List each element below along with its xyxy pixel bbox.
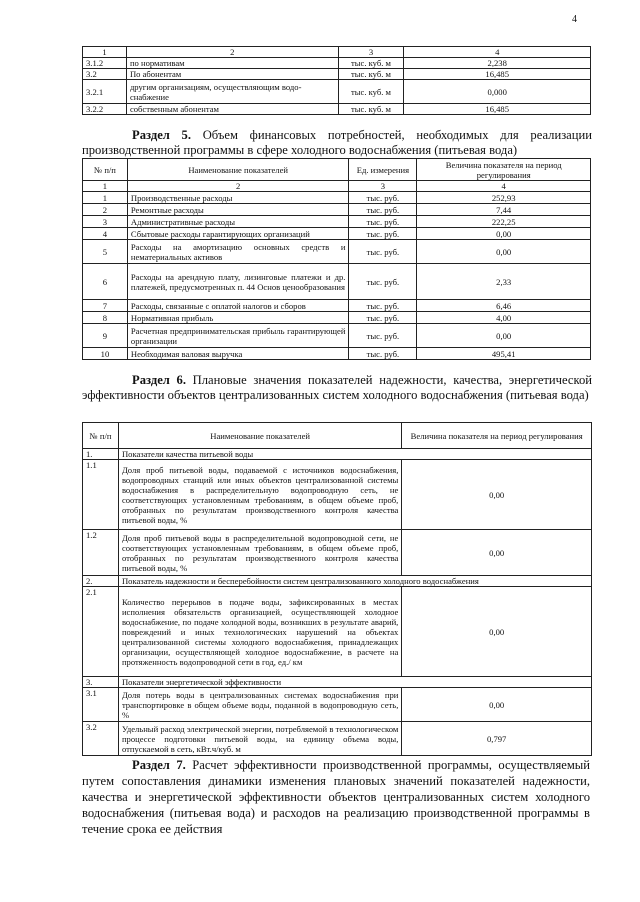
row-unit: тыс. руб.: [349, 192, 417, 204]
section5-heading: [82, 128, 592, 158]
row-name: Необходимая валовая выручка: [127, 348, 349, 360]
row-name: Ремонтные расходы: [127, 204, 349, 216]
indicators-table: [82, 422, 592, 756]
row-num: 3: [83, 216, 128, 228]
row-value: 0,00: [402, 460, 592, 530]
row-num: 5: [83, 240, 128, 264]
col-number-cell: 1: [83, 181, 128, 192]
table-row: [83, 722, 592, 756]
row-name: Количество перерывов в подаче воды, зафиксированных в местах исполнения обязательств организацией, осуществляющей холодное водоснабжение, по подаче холодной воды, возникших в результате аварий, повреждений и иных технологических нарушений на объектах централизованной системы холодного водоснабжения, принадлежащих организации, осуществляющей холодное водоснабжение, в расчете на протяженность водопроводной сети в год, ед./ км: [118, 587, 401, 677]
row-value: 2,238: [404, 58, 591, 69]
financial-needs-table: [82, 158, 591, 360]
row-num: 3.1.2: [83, 58, 127, 69]
row-value: 0,00: [402, 530, 592, 576]
section7-label: Раздел 7.: [132, 758, 186, 772]
header-name: Наименование показателей: [127, 159, 349, 181]
row-name: Расходы на амортизацию основных средств и нематериальных активов: [127, 240, 349, 264]
table-row: [83, 104, 591, 115]
row-name: собственным абонентам: [126, 104, 338, 115]
row-value: 16,485: [404, 69, 591, 80]
row-num: 7: [83, 300, 128, 312]
row-unit: тыс. куб. м: [338, 58, 404, 69]
row-unit: тыс. руб.: [349, 240, 417, 264]
header-num: № п/п: [83, 159, 128, 181]
section6-title: Плановые значения показателей надежности, качества, энергетической эффективности объектов централизованных систем холодного водоснабжения (питьевая вода): [82, 373, 592, 402]
row-num: 1.: [83, 449, 119, 460]
table-header-row: [83, 423, 592, 449]
row-num: 1.2: [83, 530, 119, 576]
row-num: 3.1: [83, 688, 119, 722]
row-name: Производственные расходы: [127, 192, 349, 204]
row-unit: тыс. руб.: [349, 324, 417, 348]
table-row: [83, 587, 592, 677]
col-number-cell: 4: [404, 47, 591, 58]
row-name: Показатели энергетической эффективности: [118, 677, 591, 688]
col-number-cell: 1: [83, 47, 127, 58]
row-value: 495,41: [417, 348, 591, 360]
header-value: Величина показателя на период регулирования: [402, 423, 592, 449]
row-unit: тыс. куб. м: [338, 80, 404, 104]
row-num: 8: [83, 312, 128, 324]
row-name: Доля проб питьевой воды в распределительной водопроводной сети, не соответствующих установленным требованиям, в общем объеме проб, отобранных по результатам производственного контроля качества питьевой воды, %: [118, 530, 401, 576]
row-num: 1: [83, 192, 128, 204]
row-name: Доля проб питьевой воды, подаваемой с источников водоснабжения, водопроводных станций или иных объектов централизованной системы водоснабжения в распределительную водопроводную сеть, не соответствующих установленным требованиям, в общем объеме проб, отобранных по результатам производственного контроля качества питьевой воды, %: [118, 460, 401, 530]
row-value: 0,00: [417, 228, 591, 240]
table-row: [83, 228, 591, 240]
row-name: по нормативам: [126, 58, 338, 69]
table-header-row: [83, 159, 591, 181]
row-unit: тыс. руб.: [349, 312, 417, 324]
row-num: 6: [83, 264, 128, 300]
row-num: 2: [83, 204, 128, 216]
row-unit: тыс. руб.: [349, 264, 417, 300]
row-name: Расходы, связанные с оплатой налогов и сборов: [127, 300, 349, 312]
row-num: 9: [83, 324, 128, 348]
section6-heading: [82, 373, 592, 403]
table-row: [83, 69, 591, 80]
row-name: Расходы на арендную плату, лизинговые платежи и др. платежей, предусмотренных п. 44 Основ ценообразования: [127, 264, 349, 300]
header-name: Наименование показателей: [118, 423, 401, 449]
row-name: Удельный расход электрической энергии, потребляемой в технологическом процессе подготовки питьевой воды, на единицу объема воды, отпускаемой в сеть, кВт.ч/куб. м: [118, 722, 401, 756]
table-group-row: [83, 677, 592, 688]
row-value: 252,93: [417, 192, 591, 204]
table-row: [83, 58, 591, 69]
table-row: [83, 324, 591, 348]
row-value: 2,33: [417, 264, 591, 300]
row-name: Сбытовые расходы гарантирующих организаций: [127, 228, 349, 240]
table-row: [83, 312, 591, 324]
row-unit: тыс. руб.: [349, 348, 417, 360]
row-num: 3.2.1: [83, 80, 127, 104]
row-value: 0,000: [404, 80, 591, 104]
row-name: Расчетная предпринимательская прибыль гарантирующей организации: [127, 324, 349, 348]
row-num: 3.: [83, 677, 119, 688]
row-name: другим организациям, осуществляющим водо-снабжение: [126, 80, 338, 104]
row-unit: тыс. куб. м: [338, 104, 404, 115]
table-row: [83, 300, 591, 312]
row-unit: тыс. руб.: [349, 300, 417, 312]
header-value: Величина показателя на период регулирования: [417, 159, 591, 181]
col-number-cell: 2: [127, 181, 349, 192]
col-number-cell: 2: [126, 47, 338, 58]
table-row: [83, 240, 591, 264]
row-value: 4,00: [417, 312, 591, 324]
row-num: 4: [83, 228, 128, 240]
table-row: [83, 204, 591, 216]
section7-heading: [82, 757, 590, 837]
col-number-cell: 3: [349, 181, 417, 192]
row-name: Доля потерь воды в централизованных системах водоснабжения при транспортировке в общем объеме воды, поданной в водопроводную сеть, %: [118, 688, 401, 722]
row-value: 16,485: [404, 104, 591, 115]
table-group-row: [83, 576, 592, 587]
row-num: 1.1: [83, 460, 119, 530]
table-row: [83, 216, 591, 228]
section6-label: Раздел 6.: [132, 373, 186, 387]
row-name: Показатель надежности и бесперебойности систем централизованного холодного водоснабжения: [118, 576, 591, 587]
row-num: 2.: [83, 576, 119, 587]
table-row: [83, 264, 591, 300]
row-value: 222,25: [417, 216, 591, 228]
row-value: 0,00: [402, 587, 592, 677]
row-unit: тыс. руб.: [349, 204, 417, 216]
section5-title: Объем финансовых потребностей, необходимых для реализации производственной программы в сфере холодного водоснабжения (питьевая вода): [82, 128, 592, 157]
table-row: [83, 192, 591, 204]
col-number-cell: 4: [417, 181, 591, 192]
table-group-row: [83, 449, 592, 460]
header-num: № п/п: [83, 423, 119, 449]
row-unit: тыс. куб. м: [338, 69, 404, 80]
row-value: 0,00: [417, 240, 591, 264]
table-row: [83, 80, 591, 104]
row-value: 0,797: [402, 722, 592, 756]
table-row: [83, 530, 592, 576]
row-value: 7,44: [417, 204, 591, 216]
page-number: 4: [572, 14, 577, 25]
row-value: 0,00: [402, 688, 592, 722]
row-name: По абонентам: [126, 69, 338, 80]
col-number-cell: 3: [338, 47, 404, 58]
row-name: Нормативная прибыль: [127, 312, 349, 324]
table-row: [83, 460, 592, 530]
row-value: 0,00: [417, 324, 591, 348]
row-name: Административные расходы: [127, 216, 349, 228]
section7-title: Расчет эффективности производственной программы, осуществляемый путем сопоставления динамики изменения плановых значений показателей надежности, качества и энергетической эффективности объектов централизованных систем холодного водоснабжения (питьевая вода) и расходов на реализацию производственной программы в течение срока ее действия: [82, 758, 591, 836]
row-num: 10: [83, 348, 128, 360]
row-value: 6,46: [417, 300, 591, 312]
section5-label: Раздел 5.: [132, 128, 191, 142]
header-unit: Ед. измерения: [349, 159, 417, 181]
row-unit: тыс. руб.: [349, 216, 417, 228]
row-num: 3.2.2: [83, 104, 127, 115]
table-colnum-row: [83, 181, 591, 192]
row-unit: тыс. руб.: [349, 228, 417, 240]
row-num: 2.1: [83, 587, 119, 677]
row-name: Показатели качества питьевой воды: [118, 449, 591, 460]
table-header-row: [83, 47, 591, 58]
row-num: 3.2: [83, 722, 119, 756]
table-continued: [82, 46, 591, 115]
table-row: [83, 688, 592, 722]
row-num: 3.2: [83, 69, 127, 80]
table-row: [83, 348, 591, 360]
